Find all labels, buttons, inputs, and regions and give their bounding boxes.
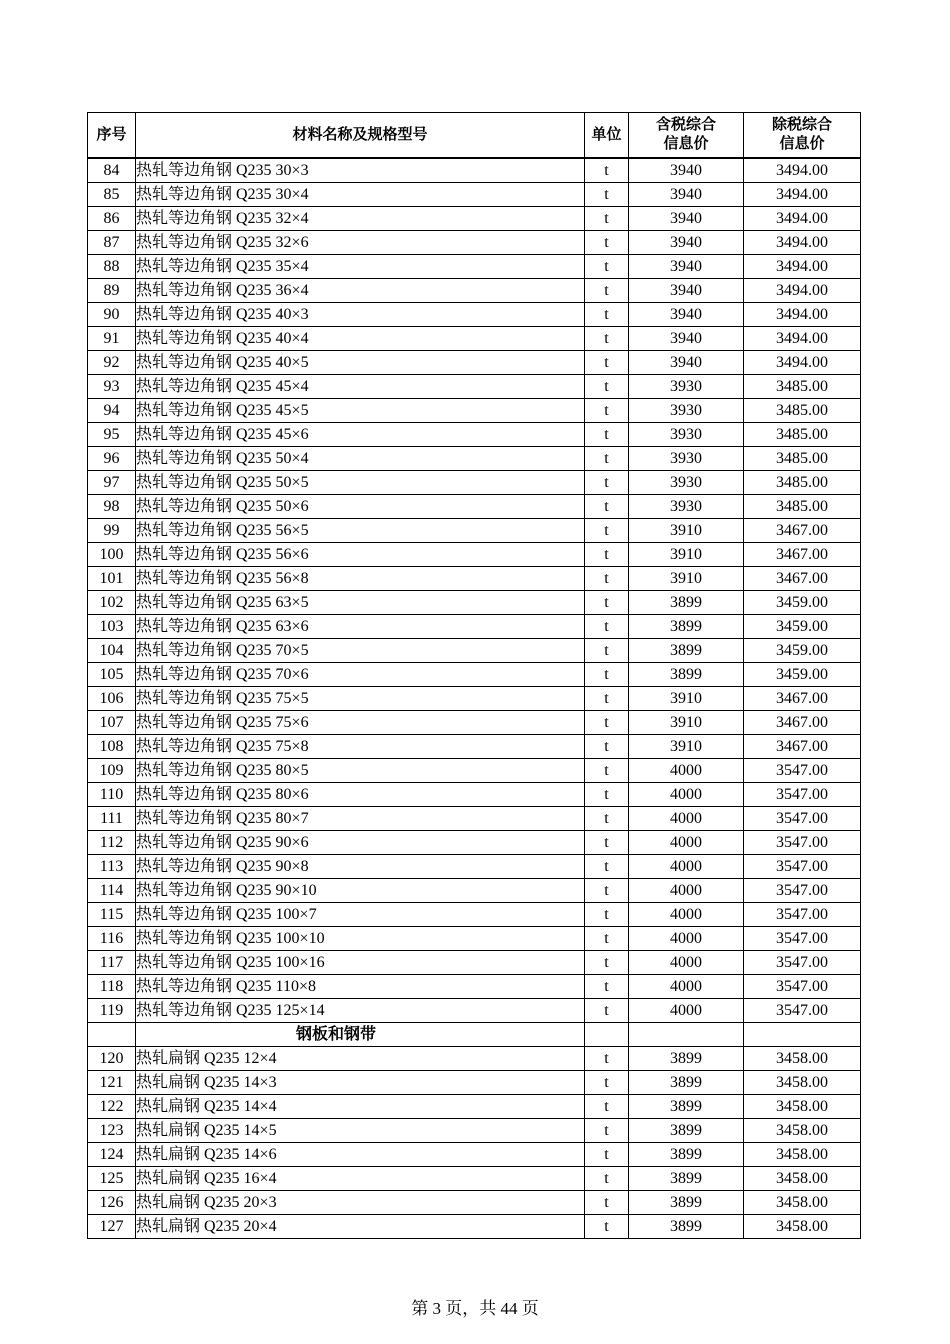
- row-serial: 103: [88, 615, 136, 639]
- row-serial: 84: [88, 158, 136, 183]
- row-material-name: 热轧等边角钢 Q235 63×6: [136, 615, 585, 639]
- row-price-without-tax: 3494.00: [744, 158, 861, 183]
- table-row: [88, 855, 861, 879]
- row-serial: 124: [88, 1143, 136, 1167]
- row-price-with-tax: 4000: [629, 831, 744, 855]
- row-serial: 114: [88, 879, 136, 903]
- row-serial: 102: [88, 591, 136, 615]
- col-header-material-name: 材料名称及规格型号: [136, 113, 585, 159]
- row-price-with-tax: 3930: [629, 447, 744, 471]
- row-unit: t: [585, 543, 629, 567]
- row-price-without-tax: 3485.00: [744, 423, 861, 447]
- table-row: [88, 591, 861, 615]
- row-unit: t: [585, 975, 629, 999]
- row-unit: t: [585, 351, 629, 375]
- row-material-name: 热轧扁钢 Q235 20×3: [136, 1191, 585, 1215]
- row-unit: t: [585, 207, 629, 231]
- row-price-without-tax: 3547.00: [744, 903, 861, 927]
- row-price-without-tax: 3485.00: [744, 495, 861, 519]
- row-price-with-tax: 3899: [629, 1143, 744, 1167]
- row-serial: 89: [88, 279, 136, 303]
- row-material-name: 热轧扁钢 Q235 14×3: [136, 1071, 585, 1095]
- row-price-without-tax: 3458.00: [744, 1143, 861, 1167]
- row-price-without-tax: 3485.00: [744, 375, 861, 399]
- row-material-name: 热轧等边角钢 Q235 56×8: [136, 567, 585, 591]
- table-row: [88, 903, 861, 927]
- row-serial: 107: [88, 711, 136, 735]
- row-price-without-tax: 3494.00: [744, 255, 861, 279]
- row-price-with-tax: 3910: [629, 687, 744, 711]
- table-row: [88, 1215, 861, 1239]
- table-row: [88, 687, 861, 711]
- row-serial: 109: [88, 759, 136, 783]
- row-serial: 117: [88, 951, 136, 975]
- row-price-without-tax: 3459.00: [744, 615, 861, 639]
- row-price-with-tax: 4000: [629, 855, 744, 879]
- row-material-name: 热轧等边角钢 Q235 80×6: [136, 783, 585, 807]
- row-unit: t: [585, 999, 629, 1023]
- row-price-without-tax: 3458.00: [744, 1191, 861, 1215]
- col-header-unit: 单位: [585, 113, 629, 159]
- table-row: [88, 735, 861, 759]
- table-row: [88, 879, 861, 903]
- row-price-with-tax: 3910: [629, 543, 744, 567]
- row-price-with-tax: 3940: [629, 158, 744, 183]
- row-serial: 96: [88, 447, 136, 471]
- row-price-without-tax: 3458.00: [744, 1119, 861, 1143]
- table-row: [88, 975, 861, 999]
- row-price-without-tax: 3485.00: [744, 447, 861, 471]
- row-price-with-tax: 3940: [629, 207, 744, 231]
- row-price-without-tax: 3458.00: [744, 1215, 861, 1239]
- row-unit: t: [585, 158, 629, 183]
- row-unit: t: [585, 1071, 629, 1095]
- table-row: [88, 807, 861, 831]
- header-row: [88, 113, 861, 159]
- row-unit: t: [585, 375, 629, 399]
- row-serial: 97: [88, 471, 136, 495]
- row-material-name: 热轧等边角钢 Q235 35×4: [136, 255, 585, 279]
- row-price-without-tax: 3459.00: [744, 639, 861, 663]
- row-unit: t: [585, 447, 629, 471]
- row-price-with-tax: 3940: [629, 303, 744, 327]
- table-row: [88, 927, 861, 951]
- row-price-without-tax: 3547.00: [744, 831, 861, 855]
- row-material-name: 热轧等边角钢 Q235 45×4: [136, 375, 585, 399]
- col-header-serial: 序号: [88, 113, 136, 159]
- row-material-name: 热轧等边角钢 Q235 110×8: [136, 975, 585, 999]
- row-material-name: 热轧扁钢 Q235 14×4: [136, 1095, 585, 1119]
- table-row: [88, 351, 861, 375]
- row-price-without-tax: 3458.00: [744, 1071, 861, 1095]
- row-serial: 123: [88, 1119, 136, 1143]
- row-unit: t: [585, 1167, 629, 1191]
- row-serial: 87: [88, 231, 136, 255]
- row-material-name: 热轧等边角钢 Q235 100×7: [136, 903, 585, 927]
- row-price-with-tax: 4000: [629, 759, 744, 783]
- row-unit: t: [585, 831, 629, 855]
- row-price-without-tax: 3547.00: [744, 951, 861, 975]
- table-row: [88, 327, 861, 351]
- section-row: [88, 1023, 861, 1047]
- table-body: [88, 158, 861, 1239]
- row-serial: 122: [88, 1095, 136, 1119]
- row-price-without-tax: 3494.00: [744, 351, 861, 375]
- col-header-price-without-tax: [744, 113, 861, 159]
- table-row: [88, 711, 861, 735]
- row-price-without-tax: 3547.00: [744, 975, 861, 999]
- row-serial: 127: [88, 1215, 136, 1239]
- table-row: [88, 1047, 861, 1071]
- row-price-with-tax: 3899: [629, 615, 744, 639]
- row-price-without-tax: 3467.00: [744, 567, 861, 591]
- row-serial: 93: [88, 375, 136, 399]
- row-serial: 118: [88, 975, 136, 999]
- row-price-with-tax: 3899: [629, 1191, 744, 1215]
- row-material-name: 热轧等边角钢 Q235 30×3: [136, 158, 585, 183]
- row-price-without-tax: 3458.00: [744, 1095, 861, 1119]
- table-row: [88, 495, 861, 519]
- table-row: [88, 207, 861, 231]
- row-material-name: 热轧等边角钢 Q235 80×7: [136, 807, 585, 831]
- row-price-with-tax: 4000: [629, 903, 744, 927]
- row-price-with-tax: 3940: [629, 255, 744, 279]
- row-price-without-tax: 3467.00: [744, 519, 861, 543]
- row-serial: 120: [88, 1047, 136, 1071]
- row-unit: t: [585, 807, 629, 831]
- row-serial: 121: [88, 1071, 136, 1095]
- row-price-without-tax: 3467.00: [744, 735, 861, 759]
- row-unit: t: [585, 471, 629, 495]
- table-row: [88, 471, 861, 495]
- row-serial: 90: [88, 303, 136, 327]
- row-unit: t: [585, 183, 629, 207]
- row-price-without-tax: 3547.00: [744, 855, 861, 879]
- table-row: [88, 423, 861, 447]
- row-unit: t: [585, 1095, 629, 1119]
- row-price-with-tax: 3930: [629, 471, 744, 495]
- row-material-name: 热轧等边角钢 Q235 50×4: [136, 447, 585, 471]
- row-serial: 113: [88, 855, 136, 879]
- row-material-name: 热轧等边角钢 Q235 100×16: [136, 951, 585, 975]
- row-price-without-tax: 3459.00: [744, 663, 861, 687]
- row-price-with-tax: 4000: [629, 975, 744, 999]
- row-material-name: 热轧等边角钢 Q235 100×10: [136, 927, 585, 951]
- row-unit: t: [585, 927, 629, 951]
- row-material-name: 热轧等边角钢 Q235 56×5: [136, 519, 585, 543]
- row-material-name: 热轧等边角钢 Q235 90×6: [136, 831, 585, 855]
- section-empty-serial-cell: [88, 1023, 136, 1047]
- table-row: [88, 1143, 861, 1167]
- row-price-without-tax: 3547.00: [744, 759, 861, 783]
- table-row: [88, 663, 861, 687]
- row-price-with-tax: 3910: [629, 735, 744, 759]
- row-price-with-tax: 4000: [629, 927, 744, 951]
- row-unit: t: [585, 1119, 629, 1143]
- row-serial: 126: [88, 1191, 136, 1215]
- row-unit: t: [585, 903, 629, 927]
- row-serial: 119: [88, 999, 136, 1023]
- row-material-name: 热轧等边角钢 Q235 40×3: [136, 303, 585, 327]
- row-serial: 98: [88, 495, 136, 519]
- row-material-name: 热轧等边角钢 Q235 56×6: [136, 543, 585, 567]
- row-price-with-tax: 3899: [629, 1095, 744, 1119]
- row-price-with-tax: 3899: [629, 1071, 744, 1095]
- row-price-without-tax: 3467.00: [744, 711, 861, 735]
- row-price-with-tax: 3899: [629, 1047, 744, 1071]
- row-unit: t: [585, 495, 629, 519]
- row-unit: t: [585, 303, 629, 327]
- row-unit: t: [585, 519, 629, 543]
- row-unit: t: [585, 663, 629, 687]
- row-unit: t: [585, 399, 629, 423]
- row-material-name: 热轧等边角钢 Q235 36×4: [136, 279, 585, 303]
- table-row: [88, 759, 861, 783]
- row-price-without-tax: 3547.00: [744, 879, 861, 903]
- row-serial: 108: [88, 735, 136, 759]
- table-row: [88, 615, 861, 639]
- row-serial: 94: [88, 399, 136, 423]
- table-row: [88, 999, 861, 1023]
- table-row: [88, 519, 861, 543]
- row-serial: 125: [88, 1167, 136, 1191]
- table-row: [88, 447, 861, 471]
- row-material-name: 热轧等边角钢 Q235 70×6: [136, 663, 585, 687]
- row-unit: t: [585, 255, 629, 279]
- row-serial: 95: [88, 423, 136, 447]
- row-unit: t: [585, 687, 629, 711]
- row-material-name: 热轧等边角钢 Q235 125×14: [136, 999, 585, 1023]
- row-price-without-tax: 3547.00: [744, 807, 861, 831]
- row-unit: t: [585, 879, 629, 903]
- row-price-with-tax: 4000: [629, 951, 744, 975]
- row-serial: 99: [88, 519, 136, 543]
- row-material-name: 热轧等边角钢 Q235 75×5: [136, 687, 585, 711]
- row-material-name: 热轧等边角钢 Q235 40×4: [136, 327, 585, 351]
- row-material-name: 热轧等边角钢 Q235 63×5: [136, 591, 585, 615]
- table-row: [88, 183, 861, 207]
- table-row: [88, 567, 861, 591]
- row-price-with-tax: 3930: [629, 423, 744, 447]
- row-material-name: 热轧等边角钢 Q235 45×6: [136, 423, 585, 447]
- row-price-with-tax: 3930: [629, 495, 744, 519]
- table-row: [88, 303, 861, 327]
- table-row: [88, 1167, 861, 1191]
- row-price-without-tax: 3459.00: [744, 591, 861, 615]
- row-material-name: 热轧扁钢 Q235 20×4: [136, 1215, 585, 1239]
- row-material-name: 热轧等边角钢 Q235 32×4: [136, 207, 585, 231]
- table-row: [88, 831, 861, 855]
- row-price-with-tax: 3930: [629, 375, 744, 399]
- table-row: [88, 399, 861, 423]
- row-serial: 111: [88, 807, 136, 831]
- row-price-without-tax: 3494.00: [744, 279, 861, 303]
- row-price-with-tax: 4000: [629, 783, 744, 807]
- table-row: [88, 543, 861, 567]
- table-row: [88, 1119, 861, 1143]
- row-unit: t: [585, 1047, 629, 1071]
- row-price-with-tax: 3930: [629, 399, 744, 423]
- row-material-name: 热轧扁钢 Q235 14×5: [136, 1119, 585, 1143]
- row-serial: 106: [88, 687, 136, 711]
- row-price-without-tax: 3494.00: [744, 231, 861, 255]
- row-price-with-tax: 3910: [629, 567, 744, 591]
- row-price-without-tax: 3494.00: [744, 183, 861, 207]
- table-row: [88, 639, 861, 663]
- row-price-with-tax: 3899: [629, 639, 744, 663]
- row-unit: t: [585, 423, 629, 447]
- row-price-without-tax: 3467.00: [744, 687, 861, 711]
- col-header-price-without-tax-line2: 信息价: [779, 136, 825, 152]
- row-price-without-tax: 3458.00: [744, 1167, 861, 1191]
- section-title: 钢板和钢带: [136, 1023, 585, 1047]
- section-empty-unit-cell: [585, 1023, 629, 1047]
- table-header: [88, 113, 861, 159]
- row-serial: 88: [88, 255, 136, 279]
- row-material-name: 热轧扁钢 Q235 16×4: [136, 1167, 585, 1191]
- row-material-name: 热轧等边角钢 Q235 50×6: [136, 495, 585, 519]
- table-row: [88, 255, 861, 279]
- row-price-with-tax: 3940: [629, 279, 744, 303]
- row-serial: 100: [88, 543, 136, 567]
- row-serial: 86: [88, 207, 136, 231]
- row-unit: t: [585, 1215, 629, 1239]
- row-price-without-tax: 3458.00: [744, 1047, 861, 1071]
- row-unit: t: [585, 759, 629, 783]
- row-unit: t: [585, 735, 629, 759]
- row-price-with-tax: 3899: [629, 663, 744, 687]
- table-row: [88, 231, 861, 255]
- row-unit: t: [585, 855, 629, 879]
- row-serial: 112: [88, 831, 136, 855]
- row-unit: t: [585, 231, 629, 255]
- table-row: [88, 951, 861, 975]
- row-price-without-tax: 3547.00: [744, 927, 861, 951]
- row-material-name: 热轧等边角钢 Q235 75×8: [136, 735, 585, 759]
- row-material-name: 热轧等边角钢 Q235 30×4: [136, 183, 585, 207]
- row-unit: t: [585, 1191, 629, 1215]
- row-material-name: 热轧等边角钢 Q235 90×10: [136, 879, 585, 903]
- row-price-without-tax: 3547.00: [744, 783, 861, 807]
- row-serial: 91: [88, 327, 136, 351]
- row-price-with-tax: 4000: [629, 999, 744, 1023]
- row-unit: t: [585, 783, 629, 807]
- row-material-name: 热轧等边角钢 Q235 80×5: [136, 759, 585, 783]
- row-serial: 85: [88, 183, 136, 207]
- col-header-price-with-tax: [629, 113, 744, 159]
- table-row: [88, 1191, 861, 1215]
- row-material-name: 热轧等边角钢 Q235 70×5: [136, 639, 585, 663]
- row-price-without-tax: 3547.00: [744, 999, 861, 1023]
- row-price-with-tax: 3940: [629, 183, 744, 207]
- row-unit: t: [585, 591, 629, 615]
- row-material-name: 热轧扁钢 Q235 12×4: [136, 1047, 585, 1071]
- row-price-without-tax: 3494.00: [744, 327, 861, 351]
- row-material-name: 热轧等边角钢 Q235 45×5: [136, 399, 585, 423]
- table-row: [88, 1095, 861, 1119]
- table-row: [88, 375, 861, 399]
- row-serial: 115: [88, 903, 136, 927]
- row-unit: t: [585, 639, 629, 663]
- row-price-with-tax: 3910: [629, 519, 744, 543]
- row-material-name: 热轧等边角钢 Q235 75×6: [136, 711, 585, 735]
- row-serial: 110: [88, 783, 136, 807]
- row-price-without-tax: 3485.00: [744, 399, 861, 423]
- row-price-with-tax: 3940: [629, 351, 744, 375]
- row-price-with-tax: 3899: [629, 1119, 744, 1143]
- material-price-table: [87, 112, 861, 1239]
- table-row: [88, 279, 861, 303]
- row-price-with-tax: 3940: [629, 231, 744, 255]
- row-serial: 116: [88, 927, 136, 951]
- row-price-with-tax: 3910: [629, 711, 744, 735]
- row-unit: t: [585, 567, 629, 591]
- table-row: [88, 783, 861, 807]
- row-price-with-tax: 4000: [629, 807, 744, 831]
- row-material-name: 热轧扁钢 Q235 14×6: [136, 1143, 585, 1167]
- row-material-name: 热轧等边角钢 Q235 90×8: [136, 855, 585, 879]
- row-unit: t: [585, 615, 629, 639]
- row-price-with-tax: 3940: [629, 327, 744, 351]
- row-serial: 104: [88, 639, 136, 663]
- section-empty-price-without-tax-cell: [744, 1023, 861, 1047]
- row-price-without-tax: 3494.00: [744, 303, 861, 327]
- row-unit: t: [585, 951, 629, 975]
- row-price-with-tax: 3899: [629, 591, 744, 615]
- table-row: [88, 1071, 861, 1095]
- row-unit: t: [585, 327, 629, 351]
- row-price-without-tax: 3467.00: [744, 543, 861, 567]
- row-price-with-tax: 4000: [629, 879, 744, 903]
- col-header-price-without-tax-line1: 除税综合: [771, 117, 832, 134]
- row-price-without-tax: 3494.00: [744, 207, 861, 231]
- row-price-with-tax: 3899: [629, 1215, 744, 1239]
- col-header-price-with-tax-line1: 含税综合: [655, 117, 716, 134]
- table-row: [88, 158, 861, 183]
- row-serial: 105: [88, 663, 136, 687]
- col-header-price-with-tax-line2: 信息价: [663, 136, 709, 152]
- row-price-without-tax: 3485.00: [744, 471, 861, 495]
- row-material-name: 热轧等边角钢 Q235 32×6: [136, 231, 585, 255]
- row-unit: t: [585, 711, 629, 735]
- section-empty-price-with-tax-cell: [629, 1023, 744, 1047]
- row-serial: 92: [88, 351, 136, 375]
- page-number-footer: 第 3 页，共 44 页: [411, 1299, 539, 1318]
- row-price-with-tax: 3899: [629, 1167, 744, 1191]
- row-serial: 101: [88, 567, 136, 591]
- row-material-name: 热轧等边角钢 Q235 50×5: [136, 471, 585, 495]
- row-unit: t: [585, 279, 629, 303]
- row-unit: t: [585, 1143, 629, 1167]
- row-material-name: 热轧等边角钢 Q235 40×5: [136, 351, 585, 375]
